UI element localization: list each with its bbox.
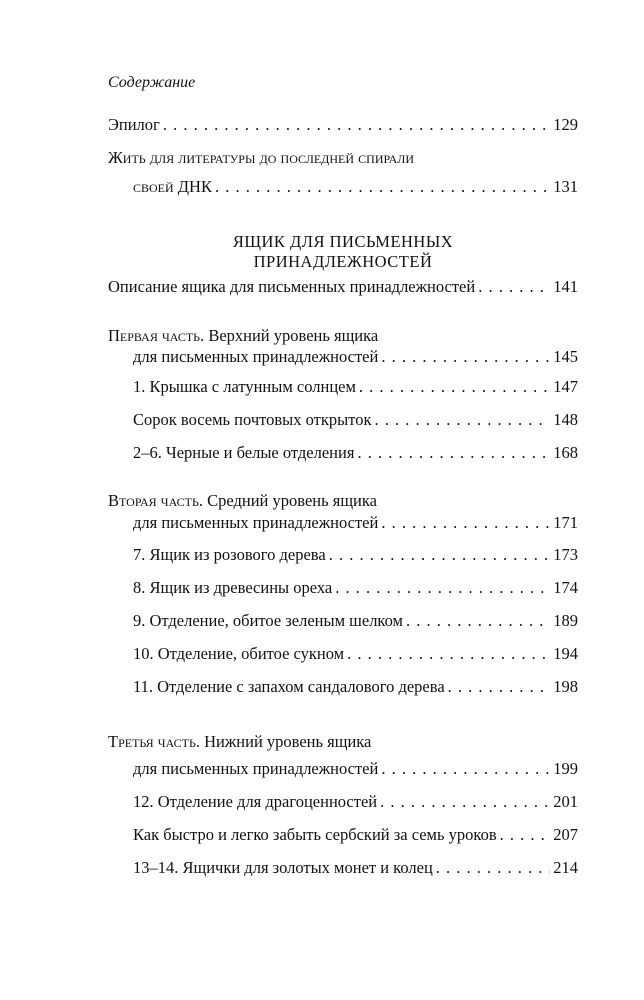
toc-entry-zhit-line2[interactable] [133,176,578,198]
toc-entry-text: Эпилог [108,115,160,134]
part-label: Вторая часть [108,491,199,510]
toc-entry-text: 10. Отделение, обитое сукном [133,644,345,663]
leader-dots [448,676,551,698]
part2-title-line2[interactable] [133,512,578,534]
page-number: 171 [553,513,578,532]
leader-dots [381,758,550,780]
toc-entry-epilogue[interactable] [108,114,578,136]
page-number: 174 [553,578,578,597]
toc-entry-text: 9. Отделение, обитое зеленым шелком [133,611,403,630]
leader-dots [163,114,550,136]
leader-dots [478,276,550,298]
running-head: Содержание [108,74,196,91]
page-number: 201 [553,792,578,811]
part-title: . Средний уровень ящика [198,491,377,510]
part2-title[interactable] [108,490,377,512]
page-number: 147 [553,377,578,396]
part1-title-line2[interactable] [133,346,578,368]
page-number: 194 [553,644,578,663]
section-heading-line2: ПРИНАДЛЕЖНОСТЕЙ [253,252,433,271]
page-number: 141 [553,277,578,296]
page-number: 189 [553,611,578,630]
toc-entry-text: 2–6. Черные и белые отделения [133,443,355,462]
leader-dots [436,857,550,879]
toc-entry[interactable] [133,376,578,398]
page-number: 198 [553,677,578,696]
page-number: 199 [553,759,578,778]
toc-entry[interactable] [133,676,578,698]
toc-entry-text: Как быстро и легко забыть сербский за семь уроков [133,825,497,844]
leader-dots [359,376,550,398]
page-number: 148 [553,410,578,429]
toc-entry[interactable] [133,857,578,879]
toc-entry-text: для письменных принадлежностей [133,513,379,532]
leader-dots [335,577,550,599]
toc-entry-text: 12. Отделение для драгоценностей [133,792,378,811]
toc-entry[interactable] [133,643,578,665]
toc-entry[interactable] [133,791,578,813]
page-number: 129 [553,115,578,134]
page-number: 131 [553,177,578,196]
toc-entry-text: 11. Отделение с запахом сандалового дерева [133,677,445,696]
toc-entry[interactable] [133,577,578,599]
toc-entry-text: 1. Крышка с латунным солнцем [133,377,356,396]
toc-entry[interactable] [133,610,578,632]
toc-entry-zhit-line1[interactable]: Жить для литературы до последней спирали [108,148,415,167]
toc-entry-text: для письменных принадлежностей [133,759,379,778]
part1-title[interactable] [108,325,378,347]
part-title: . Верхний уровень ящика [200,326,379,345]
toc-entry-text: 8. Ящик из древесины ореха [133,578,333,597]
toc-entry-text: для письменных принадлежностей [133,347,379,366]
leader-dots [215,176,550,198]
toc-entry-text: 7. Ящик из розового дерева [133,545,326,564]
leader-dots [500,824,551,846]
toc-entry[interactable] [133,409,578,431]
leader-dots [329,544,551,566]
toc-entry[interactable] [133,544,578,566]
leader-dots [380,791,550,813]
leader-dots [374,409,550,431]
part3-title-line2[interactable] [133,758,578,780]
toc-entry-text: своей ДНК [133,177,212,196]
page-number: 214 [553,858,578,877]
toc-entry-description[interactable] [108,276,578,298]
toc-entry[interactable] [133,824,578,846]
part3-title[interactable] [108,731,371,753]
leader-dots [357,442,550,464]
part-label: Первая часть [108,326,201,345]
part-label: Третья часть [108,732,196,751]
leader-dots [406,610,550,632]
page-number: 173 [553,545,578,564]
page-number: 207 [553,825,578,844]
part-title: . Нижний уровень ящика [195,732,372,751]
leader-dots [347,643,550,665]
leader-dots [381,346,550,368]
toc-entry[interactable] [133,442,578,464]
section-heading-line1: ЯЩИК ДЛЯ ПИСЬМЕННЫХ [232,232,454,251]
toc-entry-text: Сорок восемь почтовых открыток [133,410,372,429]
toc-entry-text: Описание ящика для письменных принадлежностей [108,277,476,296]
page-number: 168 [553,443,578,462]
leader-dots [381,512,550,534]
page-number: 145 [553,347,578,366]
toc-entry-text: 13–14. Ящички для золотых монет и колец [133,858,433,877]
